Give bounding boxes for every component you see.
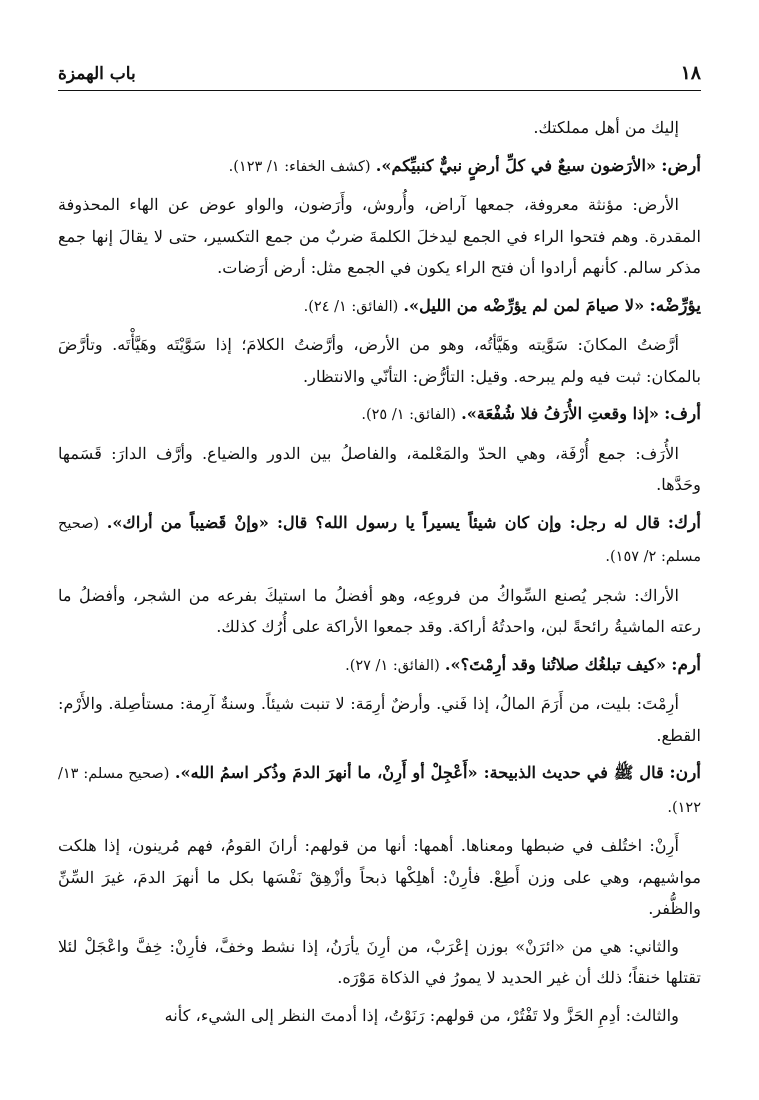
- body-paragraph: إليك من أهل مملكتك.: [533, 118, 679, 137]
- body-paragraph: والثالث: أدِمِ الحَزَّ ولا تَفْتُرْ، من قولهم: رَنَوْتُ، إذا أدمتَ النظر إلى الشيء، كأنه: [164, 1005, 679, 1025]
- entry-source: (صحيح مسلم: ٢/ ١٥٧).: [58, 515, 701, 565]
- entry-headword: أرم:: [671, 654, 701, 675]
- chapter-title: باب الهمزة: [58, 64, 136, 84]
- entry-source: (الفائق: ١/ ٢٥).: [361, 407, 456, 423]
- entry-source: (الفائق: ١/ ٢٤).: [303, 298, 399, 315]
- body-paragraph: الأرض: مؤنثة معروفة، جمعها آراض، وأُروش، وأَرَضون، والواو عوض عن الهاء المحذوفة المقدرة. وهم فتحوا الراء في الجمع ليدخلَ الكلمةَ ضربٌ من جمع التكسير، حتى لا يقالَ إنها جمع مذكر سالم. كأنهم أرادوا أن فتح الراء يكون في الجمع مثل: أرض أرَضات.: [58, 195, 701, 277]
- body-paragraph: والثاني: هي من «ائرَنْ» بوزن إعْرَبْ، من أرِنَ يأرَنُ، إذا نشط وخفَّ، فأرِنْ: خِفَّ واعْجَلْ لئلا تقتلها خنقاً؛ ذلك أن غير الحديد لا يمورُ في الذكاة مَوْرَه.: [58, 936, 701, 987]
- entry-headword: أرك:: [667, 512, 701, 533]
- entry-headword: أرن:: [669, 763, 702, 783]
- entry-hadith: «الأرَضون سبعٌ في كلِّ أرضٍ نبيٌّ كنبيِّكم».: [375, 155, 657, 175]
- entry-hadith: «كيف تبلغُك صلاتُنا وقد أرِمْتَ؟».: [444, 654, 667, 674]
- entry-source: (صحيح مسلم: ١٣/ ١٢٢).: [58, 766, 701, 816]
- body-paragraph: أرِمْتَ: بليت، من أَرَمَ المالُ، إذا فَني. وأرضٌ أرِمَة: لا تنبت شيئاً. وسنةٌ آرِمة: مستأصِلة. والأَرْم: القطع.: [58, 694, 701, 745]
- entry-hadith: قال ﷺ في حديث الذبيحة: «أَعْجِلْ أو أَرِنْ، ما أنهرَ الدمَ وذُكر اسمُ الله».: [174, 763, 664, 782]
- entry-hadith: قال له رجل: وإن كان شيئاً يسيراً يا رسول الله؟ قال: «وإنْ قَضيباً من أراك».: [106, 512, 661, 532]
- entry-headword: أرف:: [664, 404, 701, 424]
- body-paragraph: أَرِنْ: اختُلف في ضبطها ومعناها. أهمها: أنها من قولهم: أرانَ القومُ، فهم مُرينون، إذا هلكت مواشيهم، وهي على وزن أَطِعْ. فأرِنْ: أهلِكْها ذبحاً وأزْهِقْ نَفْسَها بكل ما أنهرَ الدمَ، غيرَ السِّنِّ والظُّفر.: [58, 836, 701, 918]
- page-number: ١٨: [680, 62, 701, 84]
- entry-source: (كشف الخفاء: ١/ ١٢٣).: [228, 158, 371, 175]
- body-paragraph: أرَّضتُ المكانَ: سَوَّيته وهَيَّأتُه، وهو من الأرض، وأرَّضتُ الكلامَ؛ إذا سَوَّيْتَه وهَيَّأْتَه. وتأرَّضَ بالمكان: ثبت فيه ولم يبرحه. وقيل: التأرُّض: التأنّي والانتظار.: [58, 335, 701, 386]
- dictionary-entry: [58, 649, 701, 683]
- body-paragraph: الأُرَف: جمع أُرْفَة، وهي الحدّ والمَعْلمة، والفاصلُ بين الدور والضياع. وأرَّف الدارَ: قَسَمها وحَدَّها.: [58, 443, 701, 494]
- dictionary-entry: [58, 507, 701, 574]
- dictionary-entry: [58, 150, 701, 184]
- page-content: [58, 112, 701, 1037]
- page-header: [58, 62, 701, 91]
- entry-hadith: «إذا وقعتِ الأُرَفُ فلا شُفْعَة».: [461, 404, 659, 423]
- body-paragraph: الأراك: شجر يُصنع السِّواكُ من فروعِه، وهو أفضلُ ما استيكَ بفرعه من الشجر، وأفضلُ ما رعته الماشيةُ رائحةً لبن، واحدتُهُ أراكة. وقد جمعوا الأراكة على أُرُك كذلك.: [58, 585, 701, 636]
- entry-headword: أرض:: [661, 155, 701, 176]
- entry-hadith: «لا صيامَ لمن لم يؤرِّضْه من الليل».: [403, 295, 645, 315]
- dictionary-entry: [58, 290, 701, 324]
- dictionary-entry: [58, 757, 701, 824]
- entry-headword: يؤرِّضْه:: [649, 295, 701, 316]
- entry-source: (الفائق: ١/ ٢٧).: [345, 657, 440, 674]
- dictionary-entry: [58, 398, 701, 432]
